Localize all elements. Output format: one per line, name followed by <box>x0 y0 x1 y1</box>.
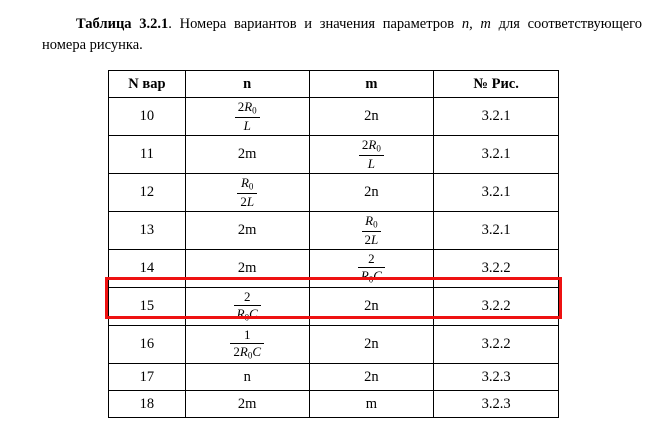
caption-label: Таблица 3.2.1 <box>76 16 169 32</box>
fraction-numerator: 2 <box>368 251 375 267</box>
variants-table <box>108 70 559 418</box>
table-row <box>109 136 559 174</box>
cell-fig: 3.2.3 <box>434 391 559 418</box>
cell-m: m <box>309 391 434 418</box>
fraction-denominator: L <box>359 155 384 171</box>
table-row <box>109 98 559 136</box>
fraction-m <box>359 138 384 170</box>
cell-var: 13 <box>109 212 186 250</box>
fraction-n <box>237 176 257 208</box>
cell-n: 2m <box>185 136 309 174</box>
cell-n: 2m <box>185 391 309 418</box>
cell-fig: 3.2.1 <box>434 98 559 136</box>
cell-var: 14 <box>109 250 186 288</box>
fraction-denominator: $2R_0C$ <box>230 343 264 361</box>
fraction-denominator: 2L <box>362 231 382 247</box>
table-row <box>109 174 559 212</box>
fraction-numerator: $2R_0$ <box>361 137 381 154</box>
cell-m: 2n <box>309 174 434 212</box>
column-header-fig: № Рис. <box>434 71 559 98</box>
fraction-denominator: L <box>235 117 260 133</box>
caption-italic-params: n, m <box>461 16 491 32</box>
cell-fig: 3.2.1 <box>434 174 559 212</box>
cell-var: 10 <box>109 98 186 136</box>
cell-n: n <box>185 364 309 391</box>
cell-fig: 3.2.2 <box>434 250 559 288</box>
cell-n <box>185 288 309 326</box>
column-header-var: N вар <box>109 71 186 98</box>
fraction-n <box>230 328 264 360</box>
fraction-numerator: 1 <box>243 327 251 343</box>
table-row <box>109 364 559 391</box>
cell-m <box>309 212 434 250</box>
cell-var: 11 <box>109 136 186 174</box>
table-header-row <box>109 71 559 98</box>
fraction-denominator: 2L <box>237 193 257 209</box>
cell-var: 12 <box>109 174 186 212</box>
cell-m: 2n <box>309 98 434 136</box>
cell-var: 16 <box>109 326 186 364</box>
fraction-n <box>234 290 261 322</box>
column-header-m: m <box>309 71 434 98</box>
table-row <box>109 326 559 364</box>
fraction-numerator: $2R_0$ <box>237 99 257 116</box>
cell-m: 2n <box>309 364 434 391</box>
cell-fig: 3.2.3 <box>434 364 559 391</box>
table-row <box>109 212 559 250</box>
cell-var: 18 <box>109 391 186 418</box>
cell-n <box>185 326 309 364</box>
table-caption <box>42 14 642 56</box>
cell-m: 2n <box>309 288 434 326</box>
caption-text-part2: для соответствующего номера рисунка. <box>42 16 643 54</box>
cell-fig: 3.2.1 <box>434 212 559 250</box>
cell-m: 2n <box>309 326 434 364</box>
cell-m <box>309 136 434 174</box>
table-row <box>109 250 559 288</box>
table-row-highlighted <box>109 288 559 326</box>
cell-var: 15 <box>109 288 186 326</box>
fraction-numerator: 2 <box>243 289 251 305</box>
fraction-denominator: $R_0C$ <box>234 305 261 323</box>
column-header-n: n <box>185 71 309 98</box>
cell-n <box>185 174 309 212</box>
fraction-m <box>358 252 385 284</box>
cell-n: 2m <box>185 250 309 288</box>
cell-fig: 3.2.1 <box>434 136 559 174</box>
cell-fig: 3.2.2 <box>434 288 559 326</box>
cell-n <box>185 98 309 136</box>
caption-text-part1: . Номера вариантов и значения параметров <box>168 16 462 32</box>
cell-fig: 3.2.2 <box>434 326 559 364</box>
cell-m <box>309 250 434 288</box>
cell-n: 2m <box>185 212 309 250</box>
fraction-m <box>362 214 382 246</box>
fraction-numerator: $R_0$ <box>240 175 254 192</box>
fraction-numerator: $R_0$ <box>365 213 378 230</box>
table-row <box>109 391 559 418</box>
fraction-n <box>235 100 260 132</box>
fraction-denominator: $R_0C$ <box>358 267 385 285</box>
cell-var: 17 <box>109 364 186 391</box>
